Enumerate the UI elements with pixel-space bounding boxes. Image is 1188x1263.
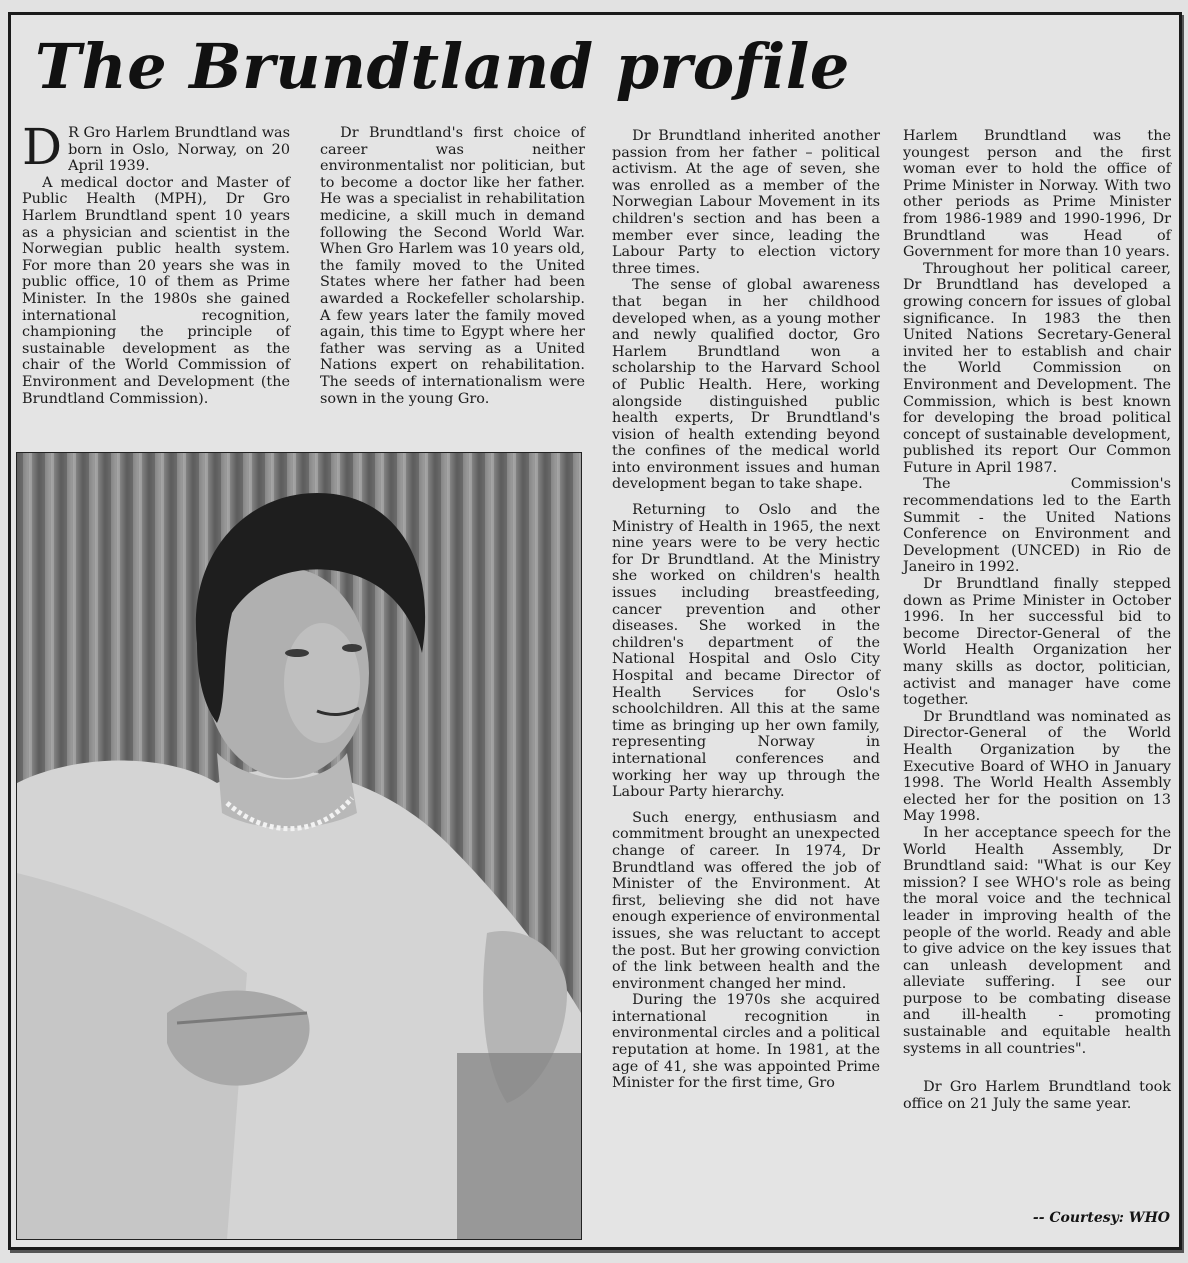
- col4-para-7: Dr Gro Harlem Brundtland took office on 21 July the same year.: [903, 1079, 1171, 1112]
- col2-para-1: Dr Brundtland's first choice of career was neither environmentalist nor politician, but to become a doctor like her father. He was a specialist in rehabilitation medicine, a skill much in demand following the Second World War. When Gro Harlem was 10 years old, the family moved to the United States where her father had been awarded a Rockefeller scholarship. A few years later the family moved again, this time to Egypt where her father was serving as a United Nations expert on rehabilitation. The seeds of internationalism were sown in the young Gro.: [320, 125, 585, 407]
- col3-para-2: The sense of global awareness that began in her childhood developed when, as a young mother and newly qualified doctor, Gro Harlem Brundtland won a scholarship to the Harvard School of Public Health. Here, working alongside distinguished public health experts, Dr Brundtland's vision of health extending beyond the confines of the medical world into environment issues and human development began to take shape.: [612, 277, 880, 493]
- col3-para-3: Returning to Oslo and the Ministry of Health in 1965, the next nine years were to be very hectic for Dr Brundtland. At the Ministry she worked on children's health issues including breastfeeding, cancer prevention and other diseases. She worked in the children's department of the National Hospital and Oslo City Hospital and became Director of Health Services for Oslo's schoolchildren. All this at the same time as bringing up her own family, representing Norway in international conferences and working her way up through the Labour Party hierarchy.: [612, 502, 880, 801]
- column-4: [903, 128, 1171, 1112]
- col4-para-6: In her acceptance speech for the World Health Assembly, Dr Brundtland said: "What is our Key mission? I see WHO's role as being the moral voice and the technical leader in improving health of the people of the world. Ready and able to give advice on the key issues that can unleash development and alleviate suffering. I see our purpose to be combating disease and ill-health - promoting sustainable and equitable health systems in all countries".: [903, 824, 1171, 1057]
- column-3: [612, 128, 880, 1092]
- portrait-image: [17, 453, 581, 1239]
- col4-para-3: The Commission's recommendations led to the Earth Summit - the United Nations Conference on Environment and Development (UNCED) in Rio de Janeiro in 1992.: [903, 476, 1171, 576]
- col4-para-5: Dr Brundtland was nominated as Director-General of the World Health Organization by the Executive Board of WHO in January 1998. The World Health Assembly elected her for the position on 13 May 1998.: [903, 708, 1171, 825]
- col3-para-4: Such energy, enthusiasm and commitment brought an unexpected change of career. In 1974, Dr Brundtland was offered the job of Minister of the Environment. At first, believing she did not have enough experience of environmental issues, she was reluctant to accept the post. But her growing conviction of the link between health and the environment changed her mind.: [612, 809, 880, 992]
- col4-para-1: Harlem Brundtland was the youngest person and the first woman ever to hold the office of Prime Minister in Norway. With two other periods as Prime Minister from 1986-1989 and 1990-1996, Dr Brundtland was Head of Government for more than 10 years.: [903, 128, 1171, 261]
- courtesy-credit: -- Courtesy: WHO: [1032, 1210, 1170, 1226]
- col3-para-1: Dr Brundtland inherited another passion from her father – political activism. At the age of seven, she was enrolled as a member of the Norwegian Labour Movement in its children's section and has been a member ever since, leading the Labour Party to election victory three times.: [612, 128, 880, 277]
- col1-para-1: [22, 118, 290, 176]
- col1-para-1-text: R Gro Harlem Brundtland was born in Oslo, Norway, on 20 April 1939.: [68, 125, 290, 175]
- col1-para-2: A medical doctor and Master of Public Health (MPH), Dr Gro Harlem Brundtland spent 10 years as a physician and scientist in the Norwegian public health system. For more than 20 years she was in public office, 10 of them as Prime Minister. In the 1980s she gained international recognition, championing the principle of sustainable development as the chair of the World Commission of Environment and Development (the Brundtland Commission).: [22, 174, 290, 407]
- column-2: [320, 125, 585, 407]
- col3-para-5: During the 1970s she acquired international recognition in environmental circles and a political reputation at home. In 1981, at the age of 41, she was appointed Prime Minister for the first time, Gro: [612, 992, 880, 1092]
- col4-para-4: Dr Brundtland finally stepped down as Prime Minister in October 1996. In her successful bid to become Director-General of the World Health Organization her many skills as doctor, politician, activist and manager have come together.: [903, 576, 1171, 709]
- column-1: [22, 118, 290, 407]
- drop-cap: D: [22, 118, 63, 176]
- portrait-photo: [16, 452, 582, 1240]
- headline: The Brundtland profile: [35, 30, 850, 103]
- col4-para-2: Throughout her political career, Dr Brundtland has developed a growing concern for issues of global significance. In 1983 the then United Nations Secretary-General invited her to establish and chair the World Commission on Environment and Development. The Commission, which is best known for developing the broad political concept of sustainable development, published its report Our Common Future in April 1987.: [903, 260, 1171, 476]
